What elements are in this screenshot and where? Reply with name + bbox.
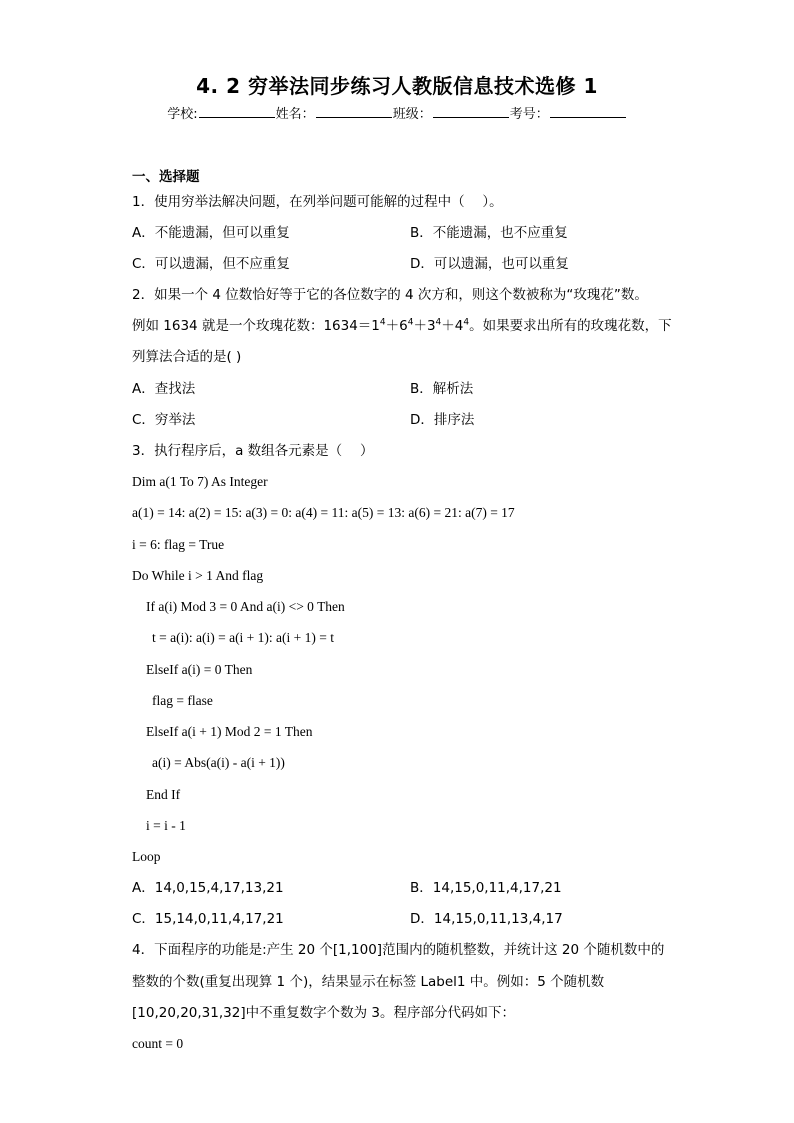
exponent: 4	[463, 317, 470, 328]
q2-line2-mid1: ＋6	[385, 318, 408, 334]
code-line: Do While i > 1 And flag	[132, 568, 264, 583]
name-label: 姓名：	[275, 107, 315, 122]
code-line: a(1) = 14: a(2) = 15: a(3) = 0: a(4) = 11: a(5) = 13: a(6) = 21: a(7) = 17	[132, 505, 515, 520]
school-label: 学校:	[167, 107, 198, 122]
q4-stem-line1: 4．下面程序的功能是:产生 20 个[1,100]范围内的随机整数，并统计这 20 个随机数中的	[132, 942, 665, 958]
q2-line2-pre: 例如 1634 就是一个玫瑰花数：1634＝1	[132, 318, 380, 334]
code-line: Loop	[132, 849, 161, 864]
q2-option-d[interactable]: D．排序法	[410, 412, 475, 428]
student-info-line	[0, 103, 794, 122]
exponent: 4	[435, 317, 442, 328]
q3-option-d[interactable]: D．14,15,0,11,13,4,17	[410, 911, 563, 927]
code-line: a(i) = Abs(a(i) - a(i + 1))	[152, 755, 285, 770]
q2-stem-line1: 2．如果一个 4 位数恰好等于它的各位数字的 4 次方和，则这个数被称为“玫瑰花”数。	[132, 287, 648, 303]
q3-option-c[interactable]: C．15,14,0,11,4,17,21	[132, 911, 284, 927]
q1-stem: 1．使用穷举法解决问题，在列举问题可能解的过程中（ ）。	[132, 194, 503, 210]
code-line: End If	[146, 787, 181, 802]
q2-stem-line3: 列算法合适的是( )	[132, 349, 242, 365]
name-blank[interactable]	[316, 105, 392, 118]
exponent: 4	[407, 317, 414, 328]
q1-option-b[interactable]: B．不能遗漏，也不应重复	[410, 225, 568, 241]
q2-line2-mid3: ＋4	[441, 318, 464, 334]
code-line: t = a(i): a(i) = a(i + 1): a(i + 1) = t	[152, 630, 335, 645]
q3-option-a[interactable]: A．14,0,15,4,17,13,21	[132, 880, 284, 896]
doc-title: 4. 2 穷举法同步练习人教版信息技术选修 1	[196, 74, 598, 98]
q1-option-c[interactable]: C．可以遗漏，但不应重复	[132, 256, 290, 272]
exponent: 4	[379, 317, 386, 328]
code-line: flag = flase	[152, 693, 213, 708]
q2-line2-mid2: ＋3	[413, 318, 436, 334]
q1-option-d[interactable]: D．可以遗漏，也可以重复	[410, 256, 569, 272]
q4-stem-line3: [10,20,20,31,32]中不重复数字个数为 3。程序部分代码如下：	[132, 1005, 515, 1021]
code-line: i = 6: flag = True	[132, 537, 225, 552]
q2-option-c[interactable]: C．穷举法	[132, 412, 196, 428]
class-blank[interactable]	[433, 105, 509, 118]
exam-no-label: 考号：	[509, 107, 549, 122]
code-line: i = i - 1	[146, 818, 186, 833]
q2-line2-post: 。如果要求出所有的玫瑰花数，下	[469, 318, 672, 334]
q3-stem: 3．执行程序后，a 数组各元素是（ ）	[132, 443, 374, 459]
section-heading: 一、选择题	[132, 169, 200, 185]
code-line: ElseIf a(i) = 0 Then	[146, 662, 253, 677]
q2-option-b[interactable]: B．解析法	[410, 381, 474, 397]
code-line: ElseIf a(i + 1) Mod 2 = 1 Then	[146, 724, 313, 739]
q2-option-a[interactable]: A．查找法	[132, 381, 196, 397]
code-line: Dim a(1 To 7) As Integer	[132, 474, 268, 489]
code-line: count = 0	[132, 1036, 184, 1051]
q2-stem-line2	[132, 317, 672, 335]
q3-option-b[interactable]: B．14,15,0,11,4,17,21	[410, 880, 562, 896]
q1-option-a[interactable]: A．不能遗漏，但可以重复	[132, 225, 290, 241]
class-label: 班级：	[392, 107, 432, 122]
exam-no-blank[interactable]	[550, 105, 626, 118]
q4-stem-line2: 整数的个数(重复出现算 1 个)，结果显示在标签 Label1 中。例如：5 个随机数	[132, 974, 605, 990]
code-line: If a(i) Mod 3 = 0 And a(i) <> 0 Then	[146, 599, 345, 614]
school-blank[interactable]	[199, 105, 275, 118]
